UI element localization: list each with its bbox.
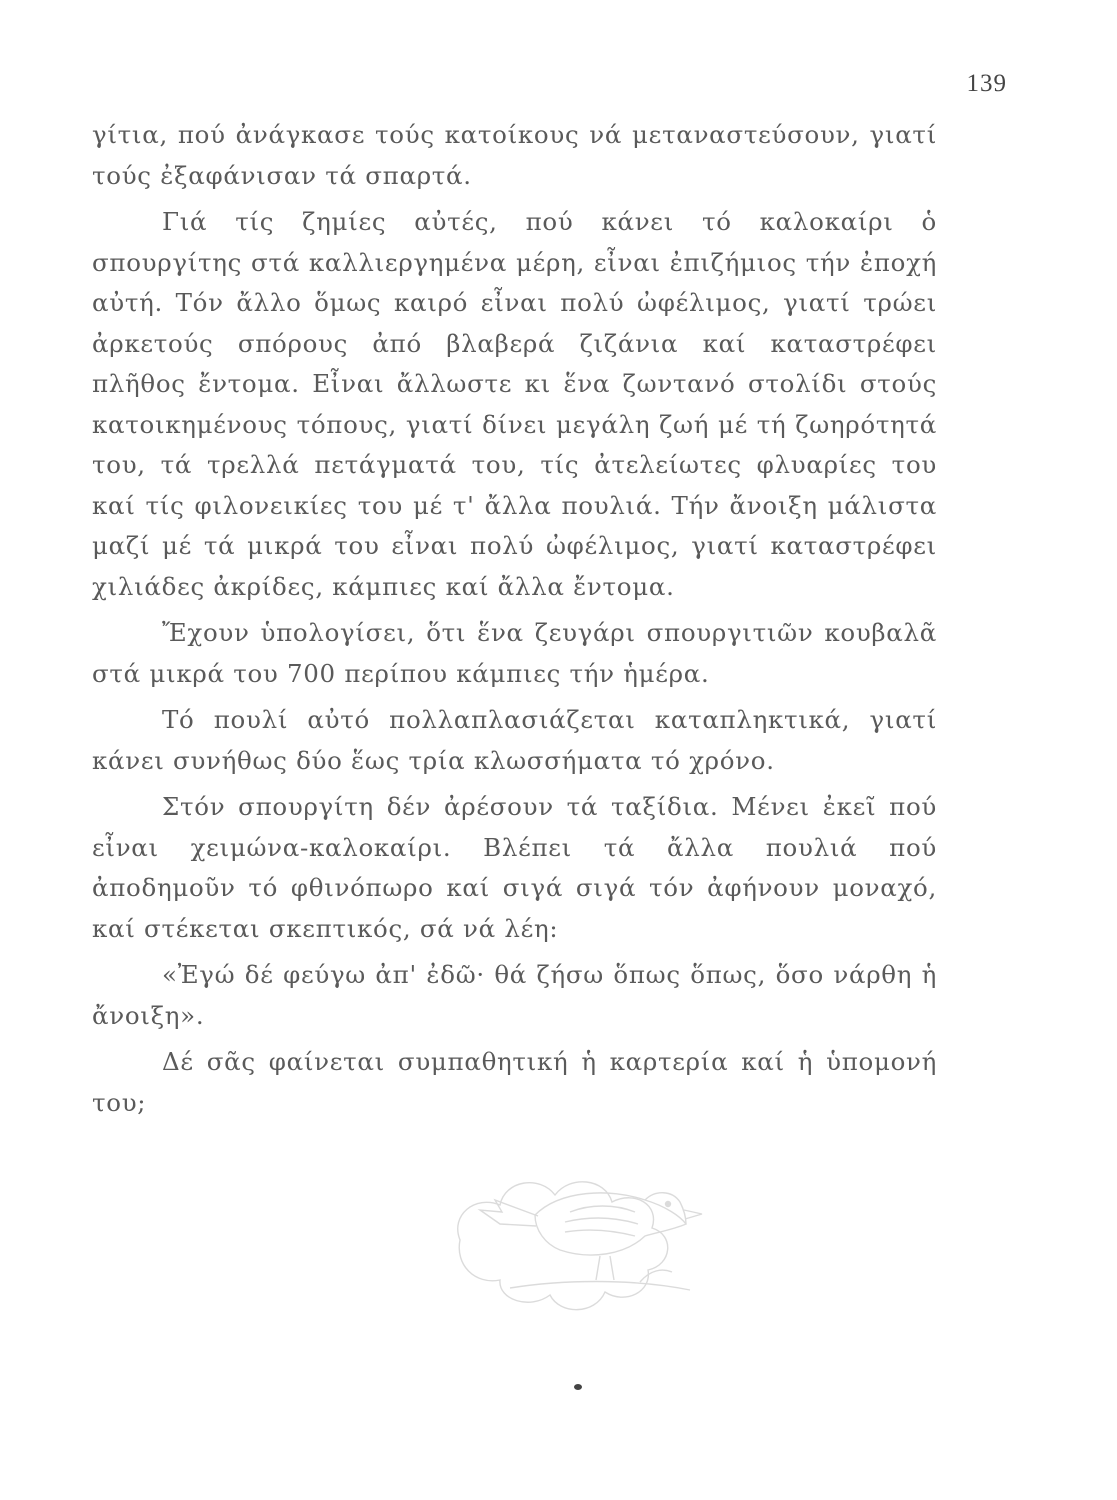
paragraph-7: Δέ σᾶς φαίνεται συμπαθητική ἡ καρτερία καί ἡ ὑπομονή του; <box>92 1047 937 1117</box>
paragraph-4: Τό πουλί αὐτό πολλαπλασιάζεται καταπληκτικά, γιατί κάνει συνήθως δύο ἕως τρία κλωσσήματα τό χρόνο. <box>92 705 937 775</box>
ink-mark <box>574 1384 582 1390</box>
paragraph-2: Γιά τίς ζημίες αὐτές, πού κάνει τό καλοκαίρι ὁ σπουργίτης στά καλλιεργημένα μέρη, εἶναι ἐπιζήμιος τήν ἐποχή αὐτή. Τόν ἄλλο ὅμως καιρό εἶναι πολύ ὠφέλιμος, γιατί τρώει ἀρκετούς σπόρους ἀπό βλαβερά ζιζάνια καί καταστρέφει πλῆθος ἔντομα. Εἶναι ἄλλωστε κι ἕνα ζωντανό στολίδι στούς κατοικημένους τόπους, γιατί δίνει μεγάλη ζωή μέ τή ζωηρότητά του, τά τρελλά πετάγματά του, τίς ἀτελείωτες φλυαρίες του καί τίς φιλονεικίες του μέ τ' ἄλλα πουλιά. Τήν ἄνοιξη μάλιστα μαζί μέ τά μικρά του εἶναι πολύ ὠφέλιμος, γιατί καταστρέφει χιλιάδες ἀκρίδες, κάμπιες καί ἄλλα ἔντομα. <box>92 207 937 601</box>
sparrow-illustration <box>440 1120 730 1330</box>
paragraph-6: «Ἐγώ δέ φεύγω ἀπ' ἐδῶ· θά ζήσω ὅπως ὅπως, ὅσο νάρθη ἡ ἄνοιξη». <box>92 960 937 1030</box>
paragraph-1: γίτια, πού ἀνάγκασε τούς κατοίκους νά μεταναστεύσουν, γιατί τούς ἐξαφάνισαν τά σπαρτά. <box>92 120 937 190</box>
body-text <box>92 115 937 1123</box>
page-number: 139 <box>966 70 1007 97</box>
paragraph-3: Ἔχουν ὑπολογίσει, ὅτι ἕνα ζευγάρι σπουργιτιῶν κουβαλᾶ στά μικρά του 700 περίπου κάμπιες τήν ἡμέρα. <box>92 618 937 688</box>
paragraph-5: Στόν σπουργίτη δέν ἀρέσουν τά ταξίδια. Μένει ἐκεῖ πού εἶναι χειμώνα-καλοκαίρι. Βλέπει τά ἄλλα πουλιά πού ἀποδημοῦν τό φθινόπωρο καί σιγά σιγά τόν ἀφήνουν μοναχό, καί στέκεται σκεπτικός, σά νά λέη: <box>92 792 937 943</box>
